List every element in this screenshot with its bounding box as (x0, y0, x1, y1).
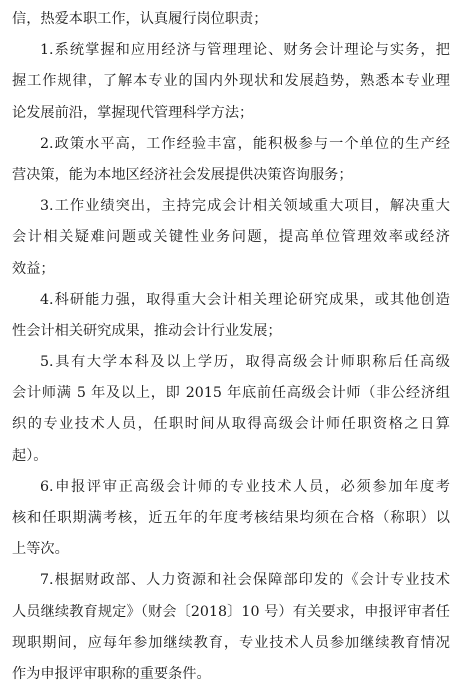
text-line: 起）。 (12, 447, 48, 464)
text-line: 论发展前沿，掌握现代管理科学方法； (12, 104, 254, 121)
paragraph (12, 191, 450, 285)
paragraph (12, 565, 450, 690)
text-line: 性会计相关研究成果，推动会计行业发展； (12, 322, 282, 339)
text-line: 营决策，能为本地区经济社会发展提供决策咨询服务； (12, 166, 353, 183)
paragraph (12, 129, 450, 191)
text-line: 6.申报评审正高级会计师的专业技术人员，必须参加年度考 (40, 478, 450, 495)
text-line: 会计相关疑难问题或关键性业务问题，提高单位管理效率或经济 (12, 229, 450, 246)
paragraph (12, 35, 450, 129)
paragraph (12, 285, 450, 347)
text-line: 作为申报评审职称的重要条件。 (12, 665, 211, 682)
paragraph (12, 347, 450, 472)
text-line: 会计师满 5 年及以上，即 2015 年底前任高级会计师（非公经济组 (12, 385, 450, 402)
text-line: 现职期间，应每年参加继续教育，专业技术人员参加继续教育情况 (12, 634, 450, 651)
text-line: 4.科研能力强，取得重大会计相关理论研究成果，或其他创造 (40, 291, 450, 308)
text-line: 1.系统掌握和应用经济与管理理论、财务会计理论与实务，把 (40, 42, 450, 59)
text-line: 效益； (12, 260, 55, 277)
text-line: 2.政策水平高，工作经验丰富，能积极参与一个单位的生产经 (40, 135, 450, 152)
text-line: 5.具有大学本科及以上学历，取得高级会计师职称后任高级 (40, 354, 450, 371)
text-line: 信，热爱本职工作，认真履行岗位职责； (12, 11, 268, 27)
text-line: 上等次。 (12, 541, 69, 558)
text-line: 核和任职期满考核，近五年的年度考核结果均须在合格（称职）以 (12, 510, 450, 526)
text-line: 织的专业技术人员，任职时间从取得高级会计师任职资格之日算 (12, 416, 450, 433)
text-line: 握工作规律，了解本专业的国内外现状和发展趋势，熟悉本专业理 (12, 73, 450, 90)
paragraph (12, 472, 450, 566)
text-line: 人员继续教育规定》（财会〔2018〕10 号）有关要求，申报评审者任 (12, 603, 450, 620)
paragraph (12, 4, 450, 35)
text-line: 7.根据财政部、人力资源和社会保障部印发的《会计专业技术 (40, 572, 450, 589)
text-line: 3.工作业绩突出，主持完成会计相关领域重大项目，解决重大 (40, 198, 450, 215)
